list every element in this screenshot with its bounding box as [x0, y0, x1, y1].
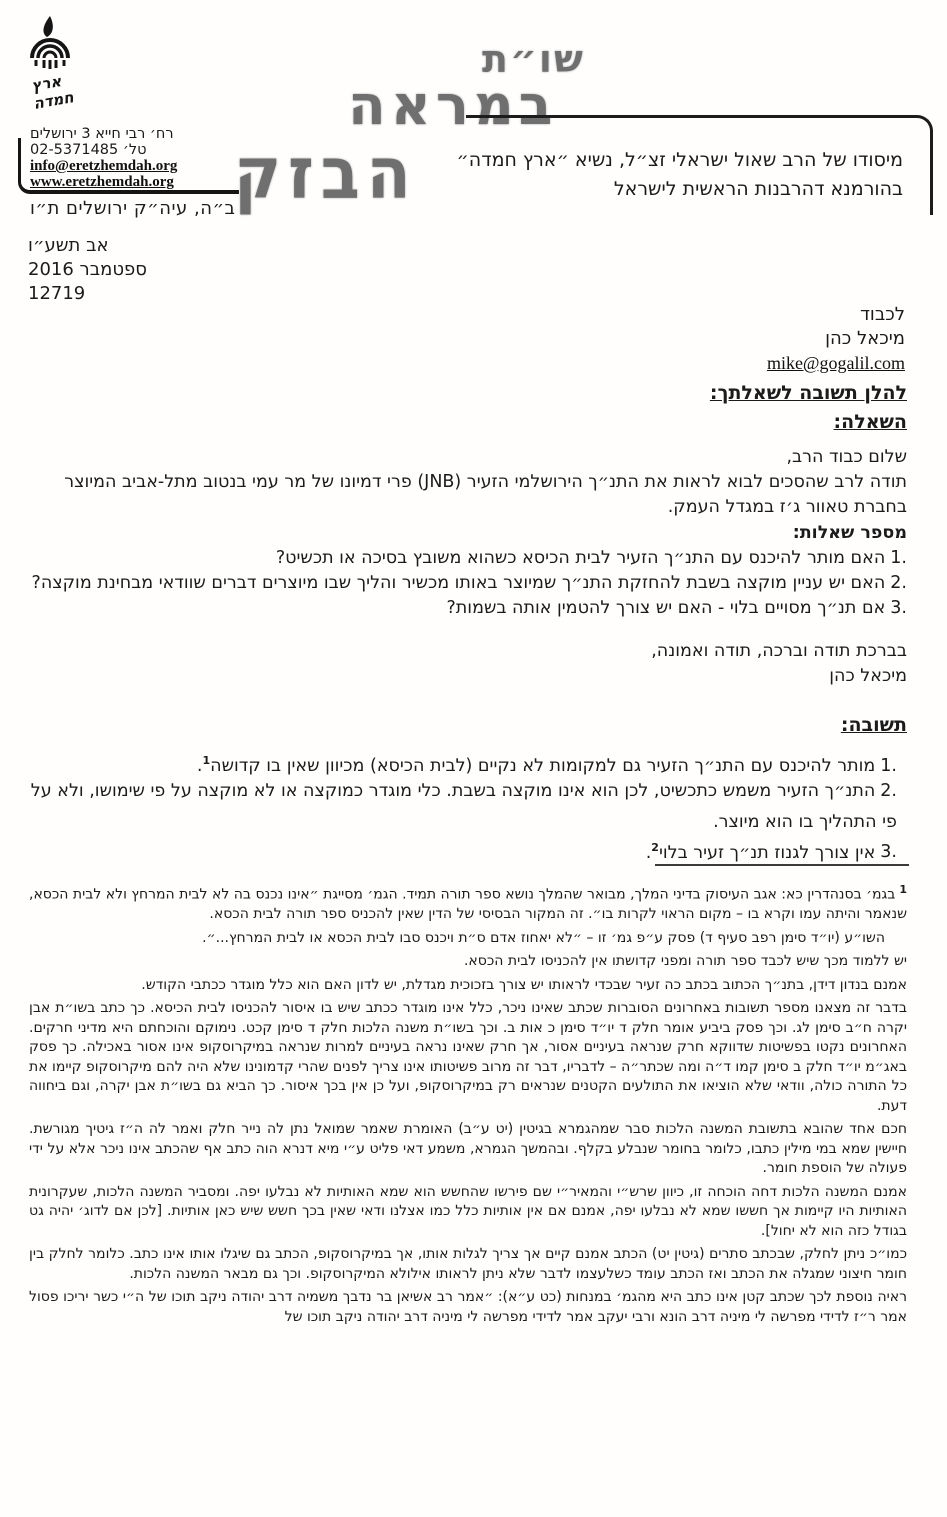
footnote-paragraph: יש ללמוד מכך שיש לכבד ספר תורה ומפני קדושתו אין להכניסו לבית הכסא. — [463, 953, 907, 970]
question-item — [30, 596, 907, 621]
intro-heading: להלן תשובה לשאלתך: — [709, 382, 907, 404]
signoff-name: מיכאל כהן — [829, 666, 907, 686]
blessing-line: ב״ה, עיה״ק ירושלים ת״ו — [30, 198, 236, 219]
masthead-shut: שו״ת — [482, 37, 585, 81]
recipient-block — [767, 303, 905, 376]
question-item — [30, 546, 907, 571]
answer-item — [30, 748, 897, 779]
footnote-paragraph: ראיה נוספת לכך שכתב קטן אינו כתב היא מהגמ׳ במנחות (כט ע״א): ״אמר רב אשיאן בר נדבך משמיה דרב יהודה ניקב תוכו של ה״י כשר יריכו פסול אמר ר״ז לדידי מפרשה לי מיניה דרב הונא ורבי יעקב אמר לדידי מפרשה לי מיניה דרב יהודה ניקב תוכו של — [29, 1289, 907, 1325]
item-number: 2. — [880, 780, 897, 801]
contact-block — [30, 126, 235, 190]
svg-text:ארץ: ארץ — [30, 72, 63, 95]
footnote-paragraph: אמנם המשנה הלכות דחה הוכחה זו, כיוון שרש״י והמאיר״י שם פירשו שהחשש הוא שמא האותיות לא נבלעו יפה. ומסביר המשנה הלכות, שעקרונית האותיות היו קיימות אך חששו שמא לא נבלעו יפה, אמנם אם אין אותיות כלל כמו אצלנו ודאי שאין בכך חשש שיש כאן אותיות. [לכן אם לדוג׳ יהיה גט בגודל כזה הוא לא יחול]. — [29, 1183, 907, 1239]
svg-text:חמדה: חמדה — [32, 88, 75, 113]
footnote-paragraph: בדבר זה מצאנו מספר תשובות באחרונים הסוברות שכתב שאינו ניכר, כלל אינו מוגדר ככתב שיש בו איסור להכניסו לבית הכיסא. כך כתב בשו״ת אבן יקרה ח״ב סימן לג. וכך פסק ביביע אומר חלק ד יו״ד סימן כ אות ב. וכך בשו״ת משנה הלכות חלק ד סימן קכט. נימוקם והוכחתם היא מדיני חרקים. האחרונים נקטו בפשיטות שדווקא חרק שנראה בעיניים אסור, אך חרק שאינו נראה בעיניים למרות שנראה במיקרוסקופ אינו אסור באכילה. כך פסק באג״מ יו״ד חלק ב סימן קמו ד״ה ומה שכתר״ה – לדבריו, דבר זה מרוב פשיטותו אינו צריך לפנים שהרי קדמונינו שלא היה להם מיקרוסקופ קיימו את כל התורה כולה, וודאי שלא הוציאו את התולעים הקטנים שנראים רק במיקרוסקופ, ועל כן אין בכך איסור. כך הביא גם בשו״ת אבן יקרה, וגם ביחווה דעת. — [29, 1000, 907, 1114]
answer-item — [30, 779, 897, 835]
website-link[interactable]: www.eretzhemdah.org — [30, 174, 174, 190]
recipient-name: מיכאל כהן — [825, 328, 905, 349]
footnote-paragraph: השו״ע (יו״ד סימן רפב סעיף ד) פסק ע״פ גמ׳ זו – ״לא יאחוז אדם ס״ת ויכנס סבו לבית הכסא או לבית המרחץ...״. — [202, 929, 885, 946]
footnote-text: בגמ׳ בסנהדרין כא: אגב העיסוק בדיני המלך, מבואר שהמלך נושא ספר תורה תמיד. הגמ׳ מסייגת ״אינו נכנס בה לא לבית המרחץ ולא לבית הכסא, שנאמר והיתה עמו וקרא בו – מקום הראוי לקרות בו״. זה המקור הבסיסי של הדין שאין להכניס ספר תורה לבית הכסא. — [29, 886, 907, 923]
item-text: מותר להיכנס עם התנ״ך הזעיר גם למקומות לא נקיים (לבית הכיסא) מכיוון שאין בו קדושה — [210, 755, 876, 776]
masthead-subtitle — [457, 146, 903, 204]
email-link[interactable]: info@eretzhemdah.org — [30, 158, 178, 174]
item-text: אין צורך לגנוז תנ״ך זעיר בלוי — [658, 842, 876, 863]
footnote-separator — [655, 864, 909, 866]
footnote-paragraph: חכם אחד שהובא בתשובת המשנה הלכות סבר שמהגמרא בגיטין (יט ע״ב) האומרת שאמר שמואל נתן לה נייר חלק ואמר לה ה״ז גיטיך מגורשת. חיישין שמא במי מילין כתבו, כלומר בחומר שנבלע בקלף. ובהמשך הגמרא, משמע דאי פליט ע״י מיא דנרא הוה כתב אף שהכתב אינו ניכר אלא על ידי פעולה של הוספת חומר. — [29, 1121, 907, 1177]
question-intro: תודה לרב שהסכים לבוא לראות את התנ״ך הירושלמי הזעיר (JNB) פרי דמיונו של מר עמי בנטוב מתל-אביב המיוצר בחברת טאוור ג׳ז במגדל העמק. — [64, 472, 907, 517]
subtitle-line1: מיסודו של הרב שאול ישראלי זצ״ל, נשיא ״ארץ חמדה״ — [456, 149, 903, 171]
subtitle-line2: בהורמנא דהרבנות הראשית לישראל — [613, 178, 903, 200]
letter-body — [30, 381, 907, 865]
date-block — [28, 234, 147, 306]
phone-number: 02-5371485 — [30, 142, 119, 158]
item-number: 2. — [890, 573, 907, 593]
item-number: 1. — [890, 548, 907, 568]
footnote-ref-2: 2 — [651, 840, 659, 854]
responsum-number: 12719 — [28, 283, 86, 304]
hebrew-date: אב תשע״ו — [28, 235, 109, 256]
answer-heading: תשובה: — [840, 714, 907, 736]
item-text: האם מותר להיכנס עם התנ״ך הזעיר לבית הכיסא כשהוא משובץ בסיכה או תכשיט? — [275, 548, 886, 568]
recipient-honorific: לכבוד — [860, 304, 905, 325]
item-text: אם תנ״ך מסויים בלוי - האם יש צורך להטמין אותה בשמות? — [446, 598, 886, 618]
phone-line — [30, 142, 235, 158]
eretz-hemdah-logo-icon — [22, 14, 78, 118]
item-tail: . — [645, 842, 652, 863]
footnote-ref-1: 1 — [202, 754, 211, 767]
masthead-habazak: הבזק — [234, 132, 418, 216]
footnote-paragraph: כמו״כ ניתן לחלק, שבכתב סתרים (גיטין יט) הכתב אמנם קיים אך צריך לגלות אותו, אך במיקרוסקופ, הכתב גם שיגלו אותו אינו כתב. כלומר לחלק בין חומר חיצוני שמגלה את הכתב ואז הכתב עומד כשלעצמו לדבר שלא ניתן לראותו אילולא המיקרוסקופ. וכך גם מבאר המשנה הלכות. — [29, 1246, 907, 1282]
footnote-paragraph: אמנם בנדון דידן, בתנ״ך הכתוב בכתב כה זעיר שבכדי לראותו יש צורך בזכוכית מגדלת, יש לדון האם הוא כלל מוגדר ככתבי הקודש. — [141, 976, 907, 993]
question-item — [30, 571, 907, 596]
item-number: 1. — [880, 755, 897, 776]
item-number: 3. — [890, 598, 907, 618]
item-tail: . — [196, 755, 203, 776]
phone-label: טל׳ — [122, 142, 147, 158]
recipient-email-link[interactable]: mike@gogalil.com — [766, 353, 905, 373]
footnote-marker: 1 — [899, 883, 907, 896]
answer-item — [30, 835, 897, 866]
item-text: התנ״ך הזעיר משמש כתכשיט, לכן הוא אינו מוקצה בשבת. כלי מוגדר כמוקצה או לא מוקצה על פי שימושו, ולא על פי התהליך בו הוא מיוצר. — [30, 780, 897, 832]
answer-list — [30, 748, 907, 865]
masthead-bemareh: במראה — [348, 73, 558, 137]
item-text: האם יש עניין מוקצה בשבת להחזקת התנ״ך שמיוצר באותו מכשיר והליך שבו מיוצרים דברים שוודאי מבחינת מוקצה? — [31, 573, 886, 593]
signoff-line1: בברכת תודה וברכה, תודה ואמונה, — [651, 641, 907, 661]
footnote-1 — [29, 880, 907, 925]
address: רח׳ רבי חייא 3 ירושלים — [30, 126, 174, 142]
question-greeting: שלום כבוד הרב, — [786, 447, 907, 467]
footnotes-block — [29, 880, 907, 1331]
item-number: 3. — [880, 842, 897, 863]
gregorian-date: ספטמבר 2016 — [28, 259, 147, 280]
question-heading: השאלה: — [833, 411, 907, 433]
question-list-label: מספר שאלות: — [792, 523, 907, 543]
